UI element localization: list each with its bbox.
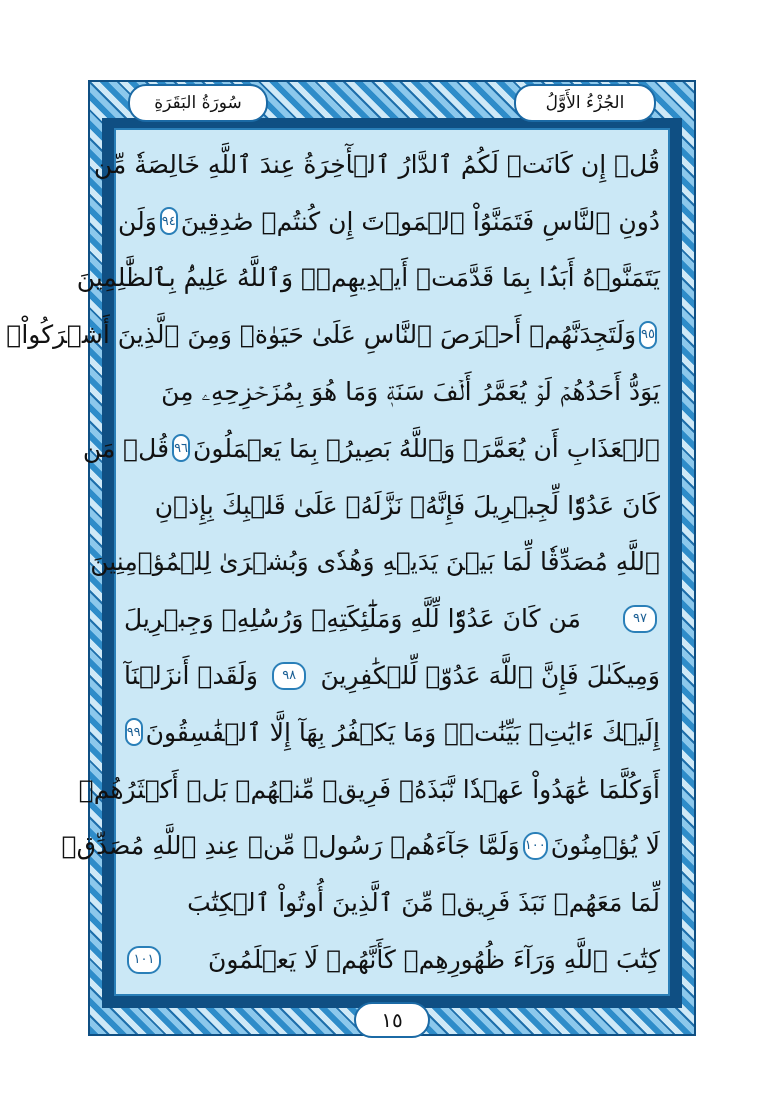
verse-text: إِلَيۡكَ ءَايَٰتِۭ بَيِّنَٰتٖۖ وَمَا يَكۡفُرُ بِهَآ إِلَّا ٱلۡفَٰسِقُونَ (145, 717, 660, 747)
verse-line (118, 193, 660, 250)
verse-line (93, 136, 660, 193)
ayah-number-marker: ٩٥ (639, 321, 657, 349)
verse-text-continued: وَلَقَدۡ أَنزَلۡنَآ (124, 661, 258, 691)
ayah-number-marker: ٩٤ (160, 207, 178, 235)
verse-text-continued: وَلَن (118, 206, 157, 236)
verse-lines (6, 136, 660, 988)
verse-line (61, 818, 660, 875)
verse-text: وَمِيكَىٰلَ فَإِنَّ ٱللَّهَ عَدُوّٞ لِّلۡكَٰفِرِينَ (320, 661, 660, 691)
verse-line (124, 647, 660, 704)
verse-text: ٱلۡعَذَابِ أَن يُعَمَّرَۗ وَٱللَّهُ بَصِيرُۢ بِمَا يَعۡمَلُونَ (193, 433, 660, 463)
verse-text: دُونِ ٱلنَّاسِ فَتَمَنَّوُاْ ٱلۡمَوۡتَ إِن كُنتُمۡ صَٰدِقِينَ (180, 206, 660, 236)
verse-line (76, 250, 660, 307)
verse-line (6, 306, 660, 363)
verse-text: كِتَٰبَ ٱللَّهِ وَرَآءَ ظُهُورِهِمۡ كَأَنَّهُمۡ لَا يَعۡلَمُونَ (208, 945, 660, 975)
verse-line (78, 761, 660, 818)
verse-line (124, 363, 660, 420)
verse-text: وَلَتَجِدَنَّهُمۡ أَحۡرَصَ ٱلنَّاسِ عَلَىٰ حَيَوٰةٖ وَمِنَ ٱلَّذِينَ أَشۡرَكُواْۚ (6, 320, 637, 350)
page-number: ١٥ (354, 1002, 430, 1038)
verse-text: لَا يُؤۡمِنُونَ (550, 831, 660, 861)
verse-line (124, 704, 660, 761)
ayah-number-marker: ٩٨ (272, 662, 306, 690)
surah-title: سُورَةُ البَقَرَةِ (128, 84, 268, 122)
verse-line (90, 534, 660, 591)
verse-text: مَن كَانَ عَدُوّٗا لِّلَّهِ وَمَلَٰٓئِكَتِهِۦ وَرُسُلِهِۦ وَجِبۡرِيلَ (124, 604, 581, 634)
ayah-number-marker: ١٠٠ (523, 832, 548, 860)
verse-text: يَتَمَنَّوۡهُ أَبَدَۢا بِمَا قَدَّمَتۡ أَيۡدِيهِمۡۚ وَٱللَّهُ عَلِيمُۢ بِٱلظَّٰلِمِينَ (76, 263, 660, 293)
verse-line (124, 590, 660, 647)
verse-line (82, 420, 660, 477)
ayah-number-marker: ٩٧ (623, 605, 657, 633)
verse-text-continued: قُلۡ مَن (82, 433, 170, 463)
verse-text: ٱللَّهِ مُصَدِّقٗا لِّمَا بَيۡنَ يَدَيۡهِ وَهُدٗى وَبُشۡرَىٰ لِلۡمُؤۡمِنِينَ (90, 547, 660, 577)
verse-text-continued: وَلَمَّا جَآءَهُمۡ رَسُولٞ مِّنۡ عِندِ ٱللَّهِ مُصَدِّقٞ (61, 831, 520, 861)
juz-title: الجُزْءُ الأَوَّلُ (514, 84, 656, 122)
ayah-number-marker: ١٠١ (127, 946, 161, 974)
verse-text: قُلۡ إِن كَانَتۡ لَكُمُ ٱلدَّارُ ٱلۡأٓخِرَةُ عِندَ ٱللَّهِ خَالِصَةٗ مِّن (93, 149, 660, 179)
verse-text: يَوَدُّ أَحَدُهُمۡ لَوۡ يُعَمَّرُ أَلۡفَ سَنَةٖ وَمَا هُوَ بِمُزَحۡزِحِهِۦ مِنَ (161, 376, 660, 406)
verse-line (124, 874, 660, 931)
verse-text: أَوَكُلَّمَا عَٰهَدُواْ عَهۡدٗا نَّبَذَهُۥ فَرِيقٞ مِّنۡهُمۚ بَلۡ أَكۡثَرُهُمۡ (78, 774, 660, 804)
verse-text: كَانَ عَدُوّٗا لِّجِبۡرِيلَ فَإِنَّهُۥ نَزَّلَهُۥ عَلَىٰ قَلۡبِكَ بِإِذۡنِ (154, 490, 660, 520)
verse-line (124, 931, 660, 988)
verse-text: لِّمَا مَعَهُمۡ نَبَذَ فَرِيقٞ مِّنَ ٱلَّذِينَ أُوتُواْ ٱلۡكِتَٰبَ (187, 888, 660, 918)
verse-line (124, 477, 660, 534)
ayah-number-marker: ٩٩ (125, 718, 143, 746)
ayah-number-marker: ٩٦ (172, 434, 190, 462)
